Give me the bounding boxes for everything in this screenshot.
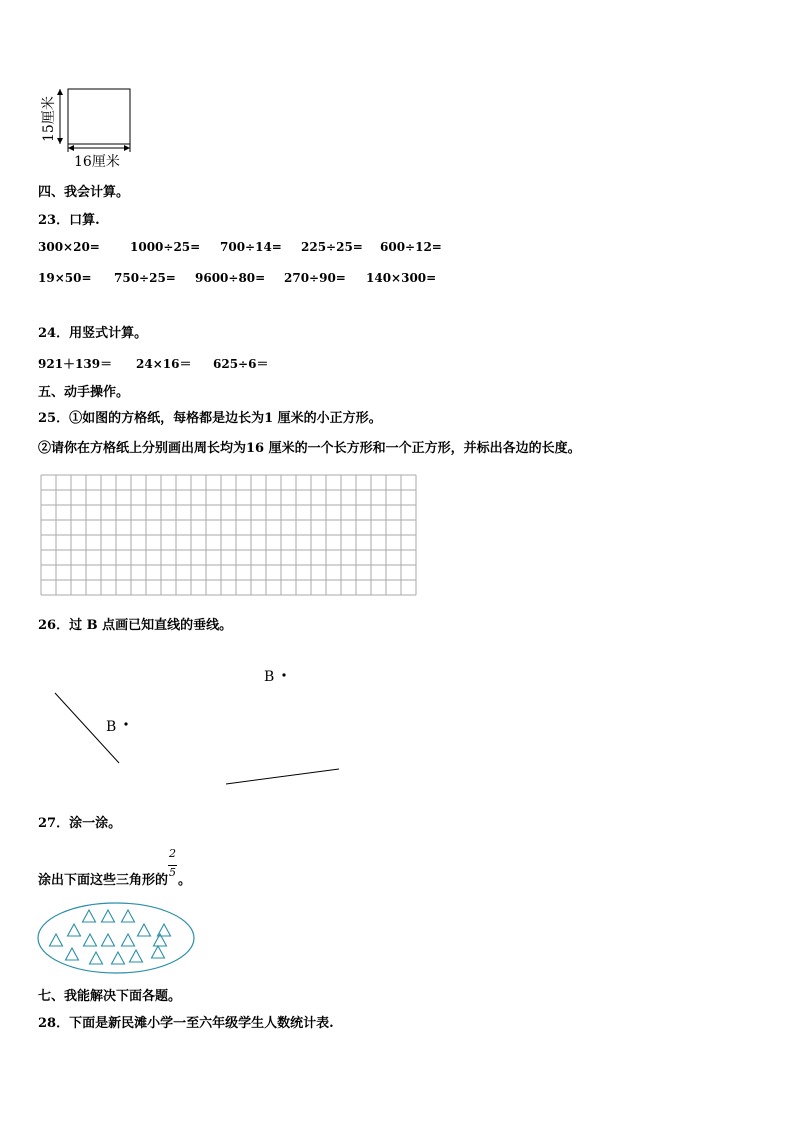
height-label: 15厘米	[41, 96, 57, 142]
q28-title: 28．下面是新民滩小学一至六年级学生人数统计表.	[38, 1016, 334, 1031]
q23-r2-5: 140×300=	[366, 271, 437, 285]
section7-title: 七、我能解决下面各题。	[38, 989, 182, 1004]
q24-item-3: 625÷6＝	[213, 357, 269, 371]
point-b-dot-2	[124, 722, 127, 725]
triangle-shape[interactable]	[83, 910, 96, 922]
q23-r1-4: 225÷25=	[301, 240, 363, 254]
q26-title: 26．过 B 点画已知直线的垂线。	[38, 618, 233, 633]
q27-title: 27．涂一涂。	[38, 816, 122, 831]
rectangle-figure	[38, 82, 138, 172]
q23-r2-1: 19×50=	[38, 271, 92, 285]
triangle-shape[interactable]	[138, 924, 151, 936]
point-b-dot-1	[282, 673, 285, 676]
triangle-shape[interactable]	[66, 948, 79, 960]
q23-title: 23．口算.	[38, 213, 100, 228]
q27-text-before: 涂出下面这些三角形的	[38, 873, 169, 888]
triangle-shape[interactable]	[152, 946, 165, 958]
q23-r1-3: 700÷14=	[220, 240, 282, 254]
q23-r2-4: 270÷90=	[284, 271, 346, 285]
point-b-label-2: B	[106, 719, 117, 735]
q24-item-1: 921＋139＝	[38, 357, 113, 371]
point-b-label-1: B	[264, 669, 275, 685]
section4-title: 四、我会计算。	[38, 185, 130, 200]
triangle-shape[interactable]	[122, 910, 135, 922]
triangle-shape[interactable]	[112, 952, 125, 964]
q25-line2: ②请你在方格纸上分别画出周长均为16 厘米的一个长方形和一个正方形，并标出各边的长度。	[38, 441, 581, 456]
triangle-shape[interactable]	[130, 950, 143, 962]
q23-r1-5: 600÷12=	[380, 240, 442, 254]
grid-paper	[40, 474, 420, 596]
triangle-shape[interactable]	[50, 934, 63, 946]
fraction	[168, 847, 178, 887]
triangle-shape[interactable]	[90, 952, 103, 964]
perpendicular-figure	[50, 660, 370, 790]
triangles-ellipse	[36, 900, 198, 980]
q27-instruction	[38, 847, 191, 887]
q24-title: 24．用竖式计算。	[38, 326, 148, 341]
triangle-shape[interactable]	[68, 924, 81, 936]
fraction-numerator: 2	[169, 847, 177, 860]
q24-item-2: 24×16＝	[136, 357, 192, 371]
q23-r1-1: 300×20=	[38, 240, 100, 254]
triangle-shape[interactable]	[122, 934, 135, 946]
width-label: 16厘米	[74, 154, 120, 170]
q23-r2-3: 9600÷80=	[195, 271, 266, 285]
triangle-shape[interactable]	[102, 934, 115, 946]
q23-r1-2: 1000÷25=	[130, 240, 201, 254]
triangle-shape[interactable]	[84, 934, 97, 946]
q27-text-after: 。	[178, 873, 192, 888]
section5-title: 五、动手操作。	[38, 385, 130, 400]
fraction-denominator: 5	[169, 866, 177, 879]
q25-line1: 25．①如图的方格纸，每格都是边长为1 厘米的小正方形。	[38, 411, 382, 426]
given-line-2	[226, 769, 339, 784]
triangle-shape[interactable]	[102, 910, 115, 922]
q23-r2-2: 750÷25=	[114, 271, 176, 285]
